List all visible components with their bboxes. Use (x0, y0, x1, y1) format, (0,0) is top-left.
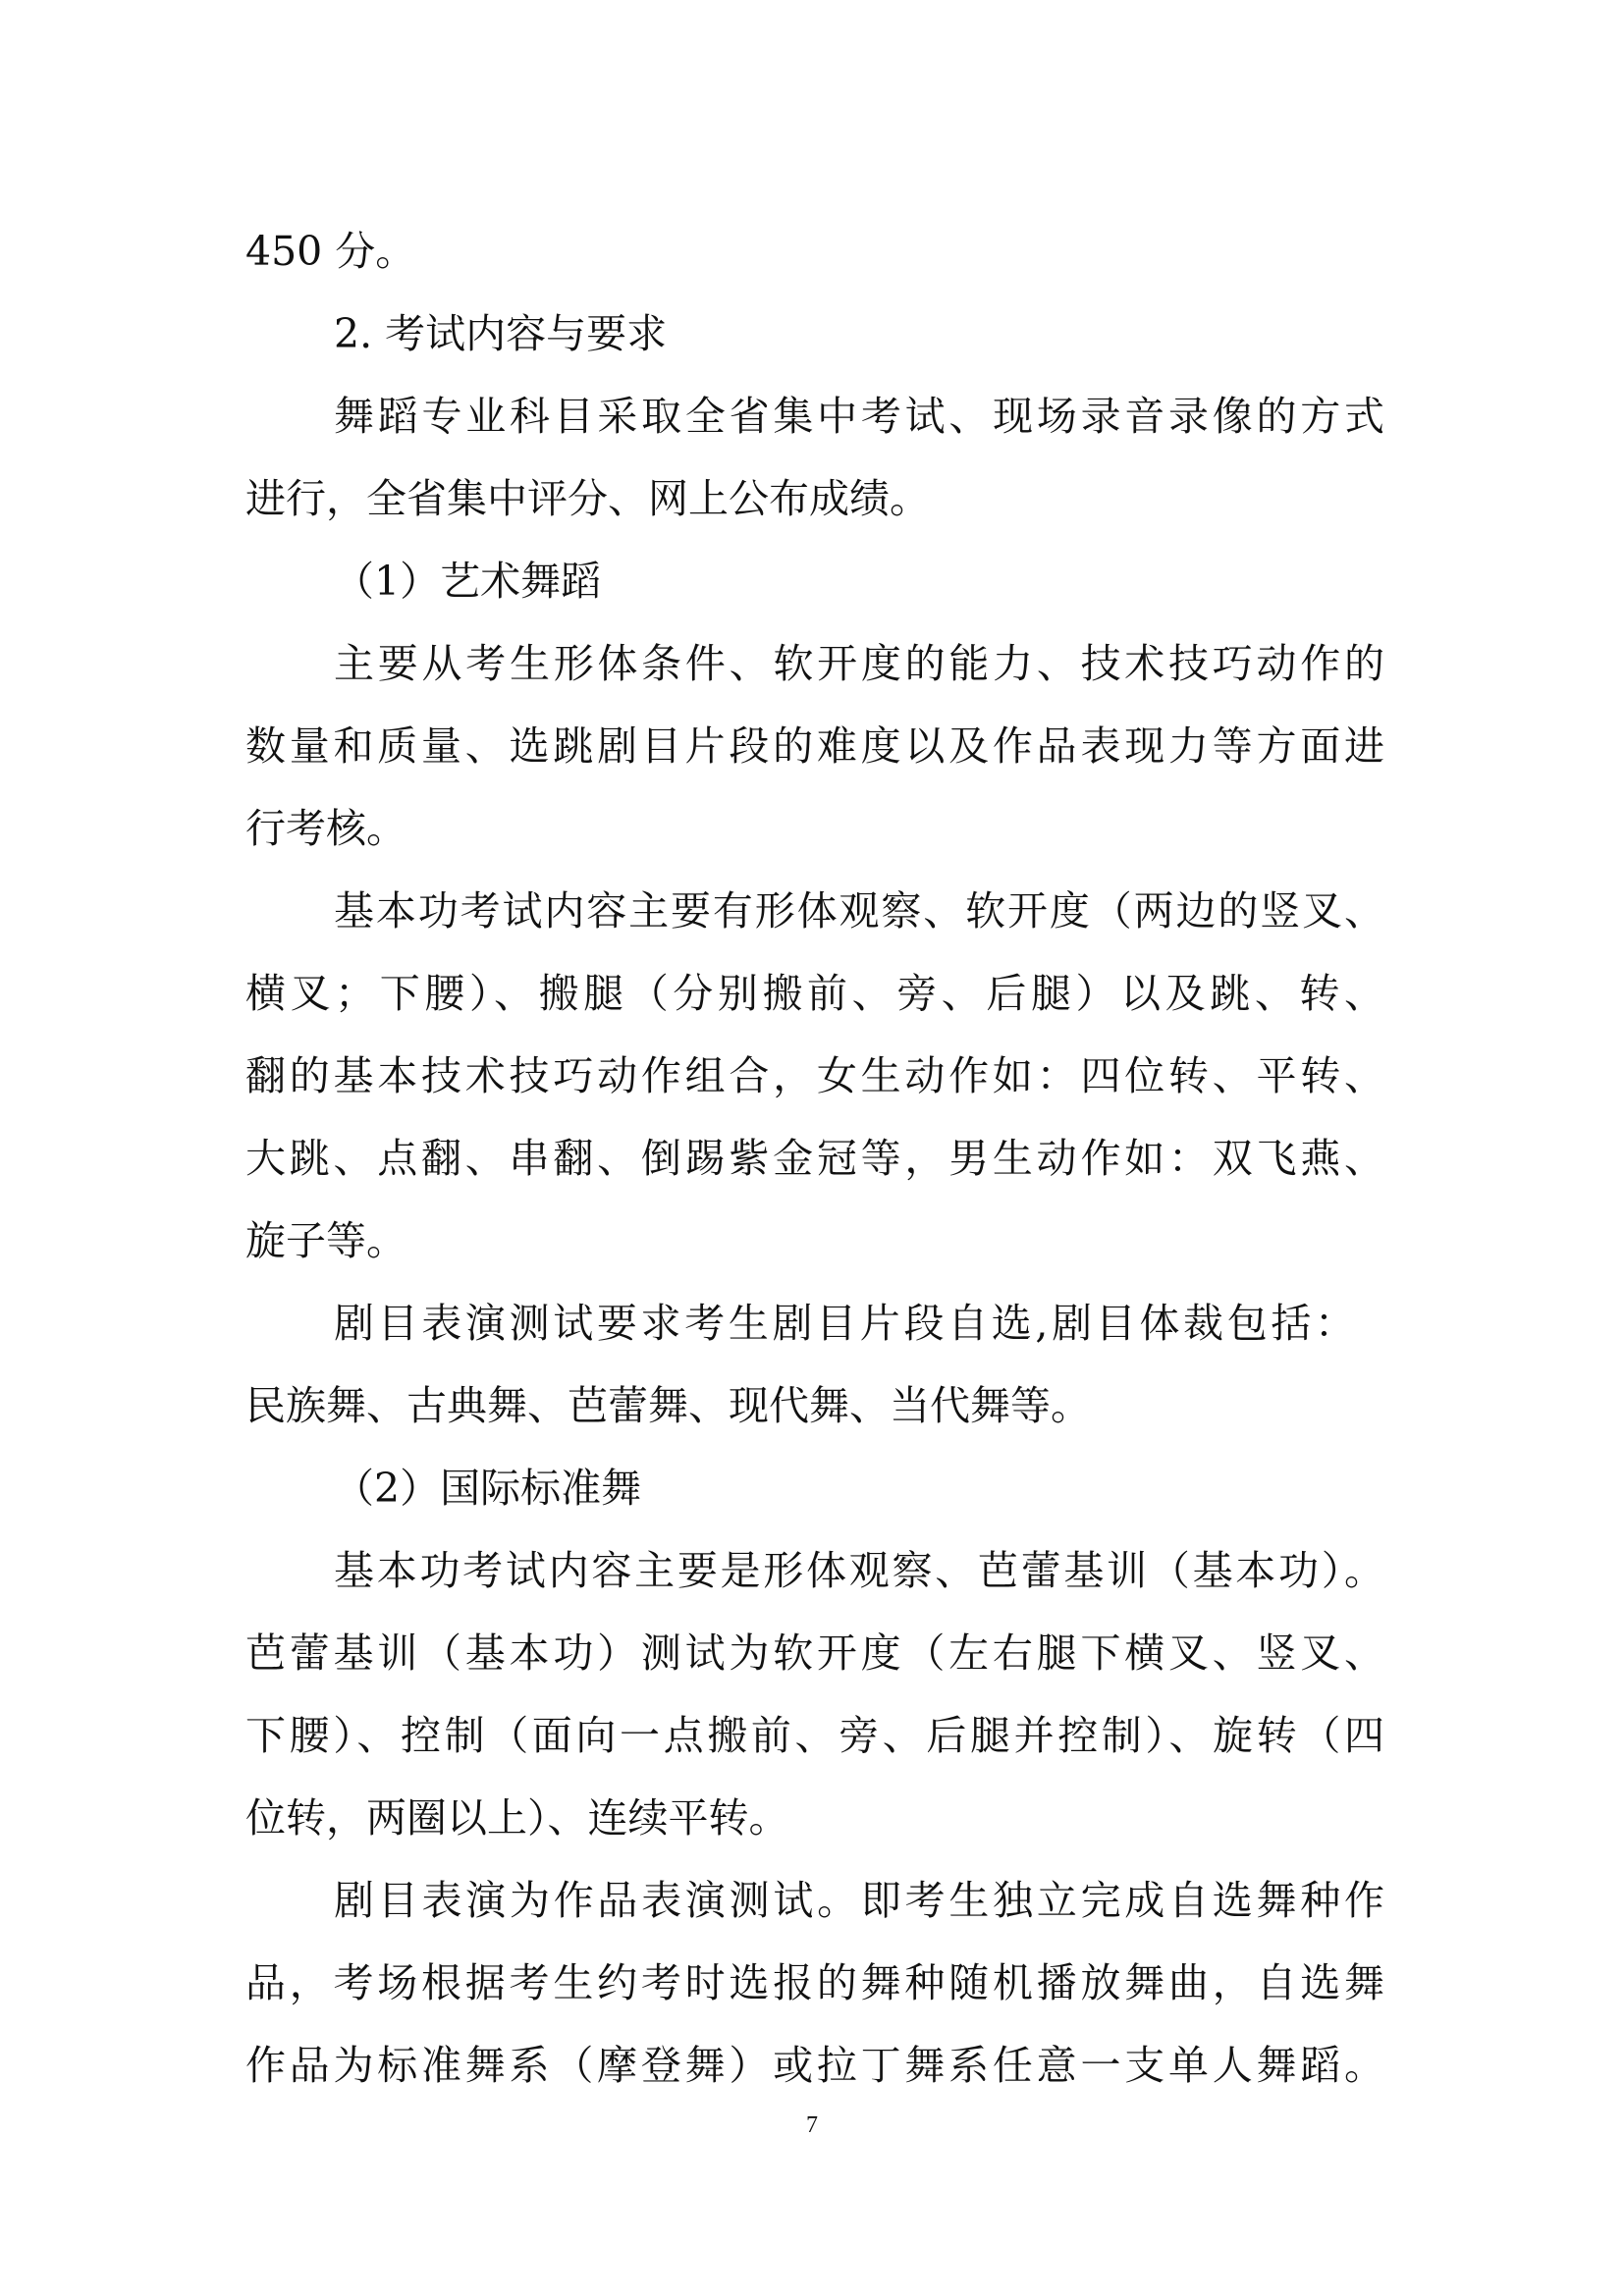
subsection-heading: （1）艺术舞蹈 (334, 558, 602, 605)
paragraph-line: 基本功考试内容主要是形体观察、芭蕾基训（基本功）。 (334, 1547, 1384, 1594)
paragraph-line: 位转，两圈以上）、连续平转。 (245, 1794, 789, 1842)
paragraph-line: 旋子等。 (245, 1217, 406, 1264)
paragraph-line: 舞蹈专业科目采取全省集中考试、现场录音录像的方式 (334, 393, 1384, 440)
section-heading: 2. 考试内容与要求 (334, 310, 668, 357)
paragraph-line: 进行，全省集中评分、网上公布成绩。 (245, 475, 930, 522)
paragraph-line: 行考核。 (245, 805, 406, 852)
text-line: 450 分。 (245, 228, 416, 275)
paragraph-line: 作品为标准舞系（摩登舞）或拉丁舞系任意一支单人舞蹈。 (245, 2042, 1384, 2089)
paragraph-line: 横叉；下腰）、搬腿（分别搬前、旁、后腿）以及跳、转、 (245, 970, 1384, 1017)
paragraph-line: 大跳、点翻、串翻、倒踢紫金冠等，男生动作如：双飞燕、 (245, 1135, 1384, 1182)
paragraph-line: 数量和质量、选跳剧目片段的难度以及作品表现力等方面进 (245, 722, 1384, 770)
paragraph-line: 主要从考生形体条件、软开度的能力、技术技巧动作的 (334, 640, 1384, 687)
paragraph-line: 剧目表演为作品表演测试。即考生独立完成自选舞种作 (334, 1877, 1384, 1924)
paragraph-line: 翻的基本技术技巧动作组合，女生动作如：四位转、平转、 (245, 1052, 1384, 1099)
paragraph-line: 下腰）、控制（面向一点搬前、旁、后腿并控制）、旋转（四 (245, 1712, 1384, 1759)
paragraph-line: 芭蕾基训（基本功）测试为软开度（左右腿下横叉、竖叉、 (245, 1629, 1384, 1677)
page-number: 7 (806, 2112, 818, 2138)
paragraph-line: 品，考场根据考生约考时选报的舞种随机播放舞曲，自选舞 (245, 1959, 1384, 2006)
paragraph-line: 民族舞、古典舞、芭蕾舞、现代舞、当代舞等。 (245, 1382, 1091, 1429)
paragraph-line: 基本功考试内容主要有形体观察、软开度（两边的竖叉、 (334, 887, 1384, 934)
paragraph-line: 剧目表演测试要求考生剧目片段自选,剧目体裁包括： (334, 1300, 1355, 1347)
subsection-heading: （2）国际标准舞 (334, 1465, 642, 1512)
